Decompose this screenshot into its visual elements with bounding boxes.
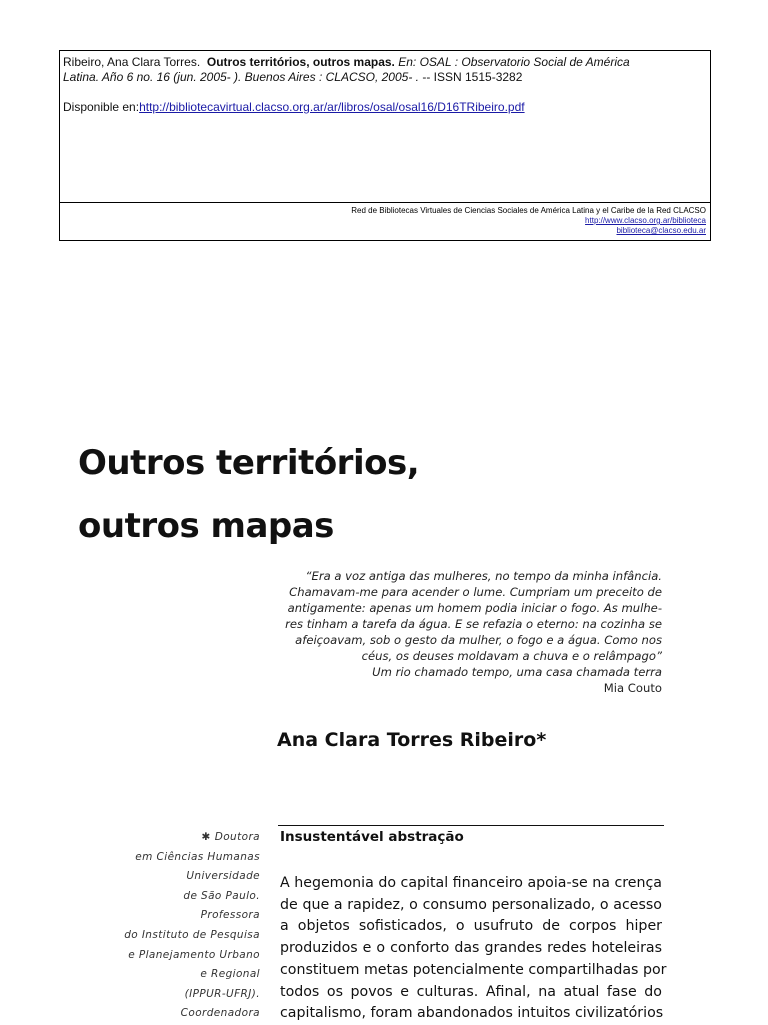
- network-name: Red de Bibliotecas Virtuales de Ciencias Sociales de América Latina y el Caribe de la Red CLACSO: [351, 206, 706, 215]
- body-line: a objetos sofisticados, o usufruto de corpos hiper: [280, 918, 662, 935]
- citation-text: [63, 55, 706, 85]
- footnote-line: e Planejamento Urbano: [128, 948, 260, 961]
- availability-line: [63, 100, 706, 115]
- network-email-link[interactable]: biblioteca@clacso.edu.ar: [616, 226, 706, 235]
- footnote-line: em Ciências Humanas: [135, 850, 260, 863]
- footnote-line: de São Paulo.: [183, 889, 260, 902]
- body-paragraph: [280, 873, 667, 1025]
- asterisk-icon: ✱: [201, 831, 211, 843]
- author-footnote: [96, 828, 260, 1024]
- body-line: todos os povos e culturas. Afinal, na atual fase do: [280, 983, 662, 1000]
- section-divider: [278, 825, 664, 826]
- epigraph-author: Mia Couto: [603, 681, 662, 695]
- epigraph-line: “Era a voz antiga das mulheres, no tempo da minha infância.: [305, 569, 662, 583]
- epigraph-line: antigamente: apenas um homem podia iniciar o fogo. As mulhe-: [287, 601, 662, 615]
- citation-source-line2: Latina. Año 6 no. 16 (jun. 2005- ). Buenos Aires : CLACSO, 2005- .: [63, 70, 419, 84]
- article-title: [78, 432, 419, 558]
- body-line: A hegemonia do capital financeiro apoia-se na crença: [280, 875, 662, 891]
- epigraph-line: afeiçoavam, sob o gesto da mulher, o fogo e a água. Como nos: [295, 633, 662, 647]
- epigraph-line: céus, os deuses moldavam a chuva e o relâmpago”: [361, 649, 662, 663]
- network-url-link[interactable]: http://www.clacso.org.ar/biblioteca: [585, 216, 706, 225]
- body-line: capitalismo, foram abandonados intuitos civilizatórios: [280, 1005, 664, 1022]
- title-line-2: outros mapas: [78, 506, 334, 546]
- body-line: produzidos e o conforto das grandes redes hoteleiras: [280, 940, 662, 957]
- body-line: constituem metas potencialmente compartilhadas por: [280, 961, 667, 978]
- body-line: de que a rapidez, o consumo personalizado, o acesso: [280, 896, 662, 913]
- title-line-1: Outros territórios,: [78, 443, 420, 483]
- citation-work-title: Outros territórios, outros mapas.: [206, 55, 395, 69]
- epigraph-line: res tinham a tarefa da água. E se refazia o eterno: na cozinha se: [285, 617, 662, 631]
- citation-author: Ribeiro, Ana Clara Torres.: [63, 55, 201, 69]
- epigraph-line: Chamavam-me para acender o lume. Cumpriam um preceito de: [289, 585, 662, 599]
- citation-box: [59, 50, 711, 241]
- section-heading: Insustentável abstração: [280, 829, 464, 845]
- epigraph-quote: [240, 568, 662, 664]
- citation-source-line1: En: OSAL : Observatorio Social de América: [398, 55, 630, 69]
- epigraph-source: Um rio chamado tempo, uma casa chamada terra: [372, 665, 662, 679]
- article-byline: Ana Clara Torres Ribeiro*: [277, 729, 547, 751]
- epigraph: [240, 568, 662, 696]
- available-label: Disponible en:: [63, 100, 140, 114]
- network-footer: [351, 206, 706, 236]
- footnote-line: e Regional: [200, 968, 260, 981]
- citation-record: [60, 51, 710, 203]
- footnote-line: Professora: [200, 909, 260, 922]
- footnote-line: Universidade: [186, 870, 260, 883]
- footnote-line: Coordenadora: [180, 1007, 260, 1020]
- footnote-line: (IPPUR-UFRJ).: [184, 987, 260, 1000]
- footnote-line: do Instituto de Pesquisa: [124, 928, 260, 941]
- available-url-link[interactable]: http://bibliotecavirtual.clacso.org.ar/ar/libros/osal/osal16/D16TRibeiro.pdf: [139, 100, 525, 114]
- citation-issn: -- ISSN 1515-3282: [422, 70, 523, 84]
- footnote-line: ✱ Doutora: [201, 831, 260, 843]
